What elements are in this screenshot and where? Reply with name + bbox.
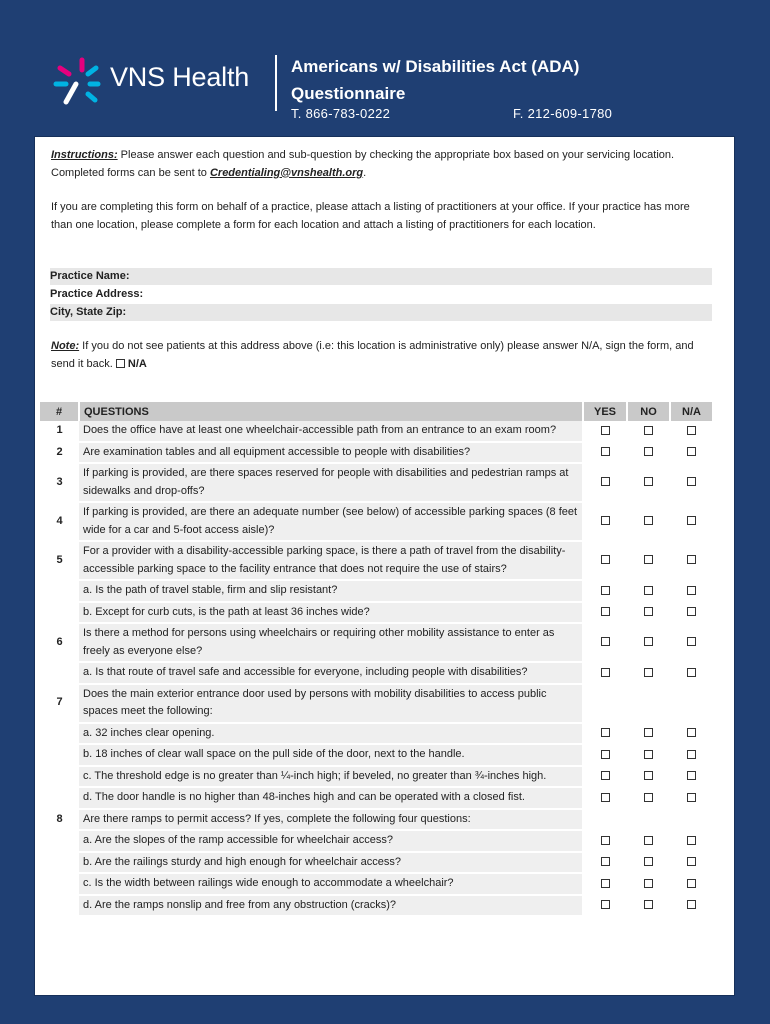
table-row bbox=[40, 766, 712, 788]
table-row bbox=[40, 830, 712, 852]
table-row bbox=[40, 421, 712, 442]
yes-checkbox[interactable] bbox=[601, 668, 610, 677]
na-checkbox[interactable] bbox=[687, 516, 696, 525]
na-checkbox[interactable] bbox=[687, 900, 696, 909]
na-checkbox[interactable] bbox=[116, 359, 125, 368]
question-number bbox=[40, 602, 79, 624]
question-text: For a provider with a disability-accessible parking space, is there a path of travel from the disability-accessible parking space to the facility entrance that does not require the use of stairs? bbox=[79, 541, 583, 580]
question-text: b. 18 inches of clear wall space on the pull side of the door, next to the handle. bbox=[79, 744, 583, 766]
answer-cell-yes bbox=[583, 766, 627, 788]
na-checkbox[interactable] bbox=[687, 879, 696, 888]
question-text: d. Are the ramps nonslip and free from any obstruction (cracks)? bbox=[79, 895, 583, 917]
question-number bbox=[40, 662, 79, 684]
table-row bbox=[40, 895, 712, 917]
answer-cell-yes bbox=[583, 873, 627, 895]
table-row bbox=[40, 463, 712, 502]
fax-number: F. 212-609-1780 bbox=[513, 106, 613, 121]
form-title-line1: Americans w/ Disabilities Act (ADA) bbox=[291, 57, 580, 76]
answer-cell-na bbox=[670, 787, 712, 809]
yes-checkbox[interactable] bbox=[601, 728, 610, 737]
question-number bbox=[40, 766, 79, 788]
yes-checkbox[interactable] bbox=[601, 477, 610, 486]
city-state-zip-field[interactable] bbox=[50, 304, 712, 321]
yes-checkbox[interactable] bbox=[601, 607, 610, 616]
answer-cell-yes bbox=[583, 723, 627, 745]
question-text: If parking is provided, are there spaces reserved for people with disabilities and pedestrian ramps at sidewalks and drop-offs? bbox=[79, 463, 583, 502]
answer-cell-no bbox=[627, 602, 670, 624]
answer-cell-na bbox=[670, 463, 712, 502]
answer-cell-na bbox=[670, 421, 712, 442]
answer-cell-yes bbox=[583, 623, 627, 662]
no-checkbox[interactable] bbox=[644, 771, 653, 780]
note-text: If you do not see patients at this address above (i.e: this location is administrative only) please answer N/A, sign the form, and send it back. bbox=[51, 340, 694, 370]
answer-cell-na bbox=[670, 502, 712, 541]
table-row bbox=[40, 723, 712, 745]
answer-cell-no bbox=[627, 463, 670, 502]
answer-cell-no bbox=[627, 852, 670, 874]
table-row bbox=[40, 623, 712, 662]
na-checkbox[interactable] bbox=[687, 857, 696, 866]
answer-cell-na bbox=[670, 684, 712, 723]
yes-checkbox[interactable] bbox=[601, 879, 610, 888]
question-text: Does the main exterior entrance door used by persons with mobility disabilities to access public spaces meet the following: bbox=[79, 684, 583, 723]
answer-cell-na bbox=[670, 766, 712, 788]
no-checkbox[interactable] bbox=[644, 793, 653, 802]
header-divider bbox=[275, 55, 277, 111]
na-checkbox[interactable] bbox=[687, 668, 696, 677]
answer-cell-no bbox=[627, 541, 670, 580]
practice-name-field[interactable] bbox=[50, 268, 712, 285]
no-checkbox[interactable] bbox=[644, 607, 653, 616]
question-number bbox=[40, 830, 79, 852]
answer-cell-yes bbox=[583, 421, 627, 442]
col-header-questions: QUESTIONS bbox=[79, 402, 583, 421]
question-number: 8 bbox=[40, 809, 79, 831]
answer-cell-no bbox=[627, 895, 670, 917]
table-row bbox=[40, 602, 712, 624]
instructions-end: . bbox=[363, 166, 367, 179]
yes-checkbox[interactable] bbox=[601, 586, 610, 595]
na-label: N/A bbox=[127, 357, 147, 370]
answer-cell-no bbox=[627, 744, 670, 766]
no-checkbox[interactable] bbox=[644, 879, 653, 888]
practice-address-field[interactable] bbox=[50, 286, 712, 303]
na-checkbox[interactable] bbox=[687, 793, 696, 802]
na-checkbox[interactable] bbox=[687, 728, 696, 737]
answer-cell-no bbox=[627, 723, 670, 745]
table-row bbox=[40, 684, 712, 723]
table-row bbox=[40, 744, 712, 766]
practice-note-paragraph: If you are completing this form on behalf of a practice, please attach a listing of practitioners at your office. If your practice has more than one location, please complete a form for each location and attach a listing of practitioners for each location. bbox=[51, 201, 690, 231]
na-checkbox[interactable] bbox=[687, 447, 696, 456]
question-number bbox=[40, 744, 79, 766]
answer-cell-no bbox=[627, 830, 670, 852]
answer-cell-yes bbox=[583, 463, 627, 502]
question-text: a. Is the path of travel stable, firm and slip resistant? bbox=[79, 580, 583, 602]
answer-cell-yes bbox=[583, 602, 627, 624]
practice-name-label: Practice Name: bbox=[50, 270, 130, 282]
answer-cell-na bbox=[670, 744, 712, 766]
question-text: b. Are the railings sturdy and high enough for wheelchair access? bbox=[79, 852, 583, 874]
question-number: 2 bbox=[40, 442, 79, 464]
vns-health-logo bbox=[52, 54, 262, 108]
question-text: Does the office have at least one wheelchair-accessible path from an entrance to an exam room? bbox=[79, 421, 583, 442]
answer-cell-yes bbox=[583, 541, 627, 580]
answer-cell-yes bbox=[583, 684, 627, 723]
no-checkbox[interactable] bbox=[644, 447, 653, 456]
table-row bbox=[40, 580, 712, 602]
note-paragraph bbox=[51, 338, 701, 373]
answer-cell-no bbox=[627, 502, 670, 541]
question-number: 5 bbox=[40, 541, 79, 580]
question-number: 3 bbox=[40, 463, 79, 502]
answer-cell-yes bbox=[583, 809, 627, 831]
question-text: a. Are the slopes of the ramp accessible for wheelchair access? bbox=[79, 830, 583, 852]
instructions-paragraph bbox=[51, 147, 701, 182]
yes-checkbox[interactable] bbox=[601, 857, 610, 866]
credentialing-email-link[interactable]: Credentialing@vnshealth.org bbox=[209, 166, 364, 179]
table-row bbox=[40, 502, 712, 541]
question-number bbox=[40, 895, 79, 917]
na-checkbox[interactable] bbox=[687, 586, 696, 595]
answer-cell-no bbox=[627, 442, 670, 464]
answer-cell-no bbox=[627, 580, 670, 602]
no-checkbox[interactable] bbox=[644, 750, 653, 759]
table-row bbox=[40, 787, 712, 809]
na-checkbox[interactable] bbox=[687, 555, 696, 564]
answer-cell-na bbox=[670, 442, 712, 464]
answer-cell-na bbox=[670, 541, 712, 580]
answer-cell-na bbox=[670, 809, 712, 831]
answer-cell-yes bbox=[583, 580, 627, 602]
answer-cell-na bbox=[670, 623, 712, 662]
no-checkbox[interactable] bbox=[644, 668, 653, 677]
yes-checkbox[interactable] bbox=[601, 637, 610, 646]
table-row bbox=[40, 852, 712, 874]
logo-text: VNS Health bbox=[110, 62, 250, 92]
table-row bbox=[40, 442, 712, 464]
no-checkbox[interactable] bbox=[644, 555, 653, 564]
yes-checkbox[interactable] bbox=[601, 900, 610, 909]
answer-cell-no bbox=[627, 787, 670, 809]
na-checkbox[interactable] bbox=[687, 607, 696, 616]
no-checkbox[interactable] bbox=[644, 857, 653, 866]
city-state-zip-label: City, State Zip: bbox=[50, 306, 127, 318]
table-header-row bbox=[40, 402, 712, 421]
na-checkbox[interactable] bbox=[687, 771, 696, 780]
answer-cell-yes bbox=[583, 852, 627, 874]
no-checkbox[interactable] bbox=[644, 836, 653, 845]
question-number: 1 bbox=[40, 421, 79, 442]
question-text: a. 32 inches clear opening. bbox=[79, 723, 583, 745]
yes-checkbox[interactable] bbox=[601, 793, 610, 802]
yes-checkbox[interactable] bbox=[601, 516, 610, 525]
question-number bbox=[40, 723, 79, 745]
answer-cell-na bbox=[670, 852, 712, 874]
question-text: d. The door handle is no higher than 48-inches high and can be operated with a closed fist. bbox=[79, 787, 583, 809]
no-checkbox[interactable] bbox=[644, 426, 653, 435]
answer-cell-yes bbox=[583, 830, 627, 852]
no-checkbox[interactable] bbox=[644, 477, 653, 486]
answer-cell-yes bbox=[583, 662, 627, 684]
table-row bbox=[40, 873, 712, 895]
practice-address-label: Practice Address: bbox=[50, 288, 144, 300]
question-number bbox=[40, 787, 79, 809]
question-number bbox=[40, 852, 79, 874]
question-text: c. Is the width between railings wide enough to accommodate a wheelchair? bbox=[79, 873, 583, 895]
answer-cell-na bbox=[670, 580, 712, 602]
instructions-label: Instructions: bbox=[51, 149, 118, 161]
answer-cell-na bbox=[670, 895, 712, 917]
page-header bbox=[0, 0, 770, 137]
na-checkbox[interactable] bbox=[687, 637, 696, 646]
question-text: Is there a method for persons using wheelchairs or requiring other mobility assistance to enter as freely as everyone else? bbox=[79, 623, 583, 662]
question-number: 6 bbox=[40, 623, 79, 662]
answer-cell-no bbox=[627, 421, 670, 442]
answer-cell-na bbox=[670, 830, 712, 852]
question-text: If parking is provided, are there an adequate number (see below) of accessible parking spaces (8 feet wide for a car and 5-foot access aisle)? bbox=[79, 502, 583, 541]
table-row bbox=[40, 662, 712, 684]
question-number: 7 bbox=[40, 684, 79, 723]
col-header-no: NO bbox=[627, 402, 670, 421]
yes-checkbox[interactable] bbox=[601, 836, 610, 845]
question-text: Are there ramps to permit access? If yes, complete the following four questions: bbox=[79, 809, 583, 831]
question-text: Are examination tables and all equipment accessible to people with disabilities? bbox=[79, 442, 583, 464]
no-checkbox[interactable] bbox=[644, 728, 653, 737]
table-row bbox=[40, 809, 712, 831]
col-header-na: N/A bbox=[670, 402, 712, 421]
answer-cell-no bbox=[627, 766, 670, 788]
col-header-yes: YES bbox=[583, 402, 627, 421]
answer-cell-na bbox=[670, 662, 712, 684]
answer-cell-no bbox=[627, 809, 670, 831]
question-number bbox=[40, 580, 79, 602]
phone-number: T. 866-783-0222 bbox=[291, 106, 391, 121]
no-checkbox[interactable] bbox=[644, 516, 653, 525]
na-checkbox[interactable] bbox=[687, 477, 696, 486]
na-checkbox[interactable] bbox=[687, 750, 696, 759]
yes-checkbox[interactable] bbox=[601, 771, 610, 780]
no-checkbox[interactable] bbox=[644, 586, 653, 595]
questions-body bbox=[40, 421, 712, 916]
questions-table bbox=[40, 402, 712, 917]
answer-cell-yes bbox=[583, 787, 627, 809]
answer-cell-yes bbox=[583, 895, 627, 917]
question-text: a. Is that route of travel safe and accessible for everyone, including people with disabilities? bbox=[79, 662, 583, 684]
answer-cell-na bbox=[670, 873, 712, 895]
answer-cell-no bbox=[627, 873, 670, 895]
form-title bbox=[291, 53, 579, 107]
question-text: c. The threshold edge is no greater than ¼-inch high; if beveled, no greater than ¾-inches high. bbox=[79, 766, 583, 788]
yes-checkbox[interactable] bbox=[601, 447, 610, 456]
table-row bbox=[40, 541, 712, 580]
yes-checkbox[interactable] bbox=[601, 426, 610, 435]
answer-cell-no bbox=[627, 623, 670, 662]
answer-cell-na bbox=[670, 602, 712, 624]
na-checkbox[interactable] bbox=[687, 426, 696, 435]
no-checkbox[interactable] bbox=[644, 900, 653, 909]
answer-cell-yes bbox=[583, 442, 627, 464]
answer-cell-na bbox=[670, 723, 712, 745]
vns-burst-icon bbox=[52, 54, 104, 108]
form-title-line2: Questionnaire bbox=[291, 84, 406, 103]
yes-checkbox[interactable] bbox=[601, 750, 610, 759]
no-checkbox[interactable] bbox=[644, 637, 653, 646]
na-checkbox[interactable] bbox=[687, 836, 696, 845]
answer-cell-no bbox=[627, 662, 670, 684]
instructions-text: Please answer each question and sub-question by checking the appropriate box based on your servicing location. Completed forms can be sent to bbox=[51, 149, 675, 179]
question-number bbox=[40, 873, 79, 895]
answer-cell-no bbox=[627, 684, 670, 723]
yes-checkbox[interactable] bbox=[601, 555, 610, 564]
col-header-number: # bbox=[40, 402, 79, 421]
answer-cell-yes bbox=[583, 502, 627, 541]
question-number: 4 bbox=[40, 502, 79, 541]
note-label: Note: bbox=[51, 340, 80, 352]
question-text: b. Except for curb cuts, is the path at least 36 inches wide? bbox=[79, 602, 583, 624]
answer-cell-yes bbox=[583, 744, 627, 766]
